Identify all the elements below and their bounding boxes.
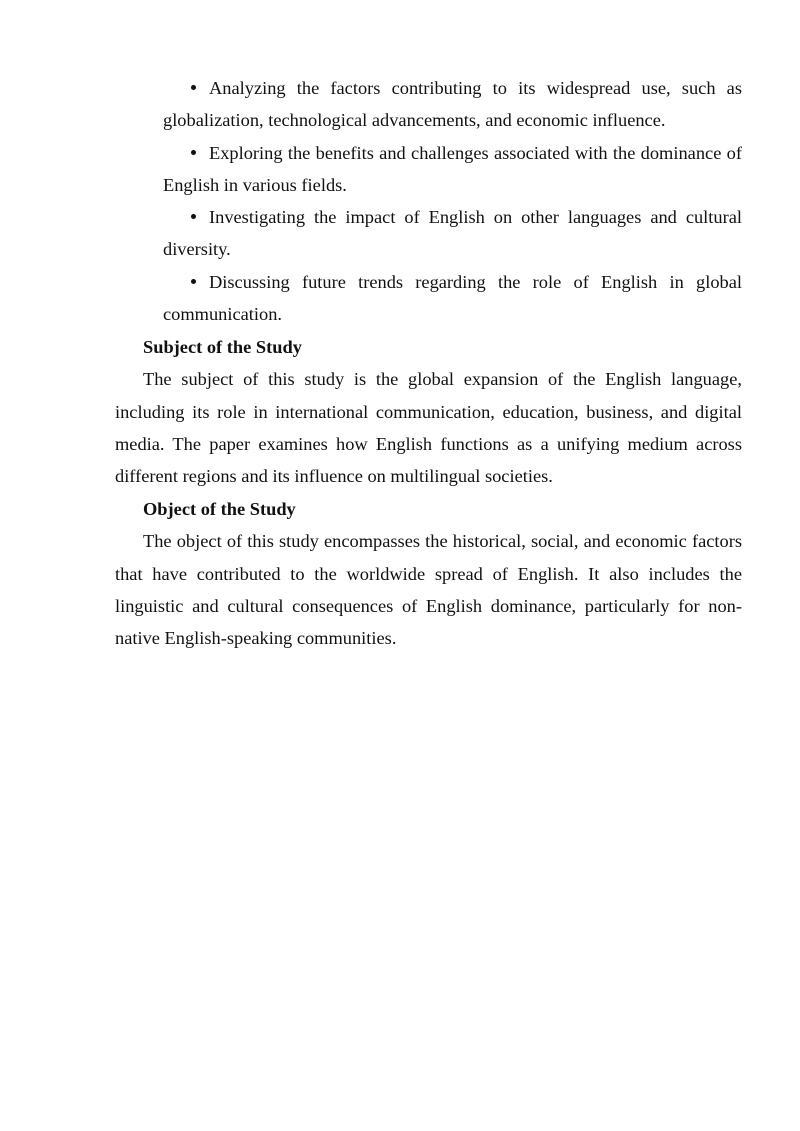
subject-section bbox=[115, 331, 742, 492]
list-item-text: Investigating the impact of English on other languages and cultural diversity. bbox=[163, 207, 742, 260]
bullet-icon bbox=[191, 137, 209, 169]
list-item-text: Exploring the benefits and challenges associated with the dominance of English in various fields. bbox=[163, 142, 742, 195]
list-item bbox=[163, 137, 742, 202]
list-item-text: Discussing future trends regarding the role of English in global communication. bbox=[163, 271, 742, 325]
list-item bbox=[163, 266, 742, 331]
section-paragraph: The subject of this study is the global expansion of the English language, including its role in international communication, education, business, and digital media. The paper examines how English functions as a unifying medium across different regions and its influence on multilingual societies. bbox=[115, 369, 742, 487]
list-item-text: Analyzing the factors contributing to its widespread use, such as globalization, technological advancements, and economic influence. bbox=[163, 78, 742, 131]
list-item bbox=[163, 72, 742, 137]
section-heading: Object of the Study bbox=[143, 499, 296, 519]
bullet-icon bbox=[191, 72, 209, 104]
list-item bbox=[163, 201, 742, 266]
section-paragraph: The object of this study encompasses the historical, social, and economic factors that have contributed to the worldwide spread of English. It also includes the linguistic and cultural consequences of English dominance, particularly for non-native English-speaking communities. bbox=[115, 531, 742, 649]
section-heading: Subject of the Study bbox=[143, 337, 302, 357]
objectives-list bbox=[163, 72, 742, 330]
bullet-icon bbox=[191, 266, 209, 298]
object-section bbox=[115, 493, 742, 654]
bullet-icon bbox=[191, 201, 209, 233]
